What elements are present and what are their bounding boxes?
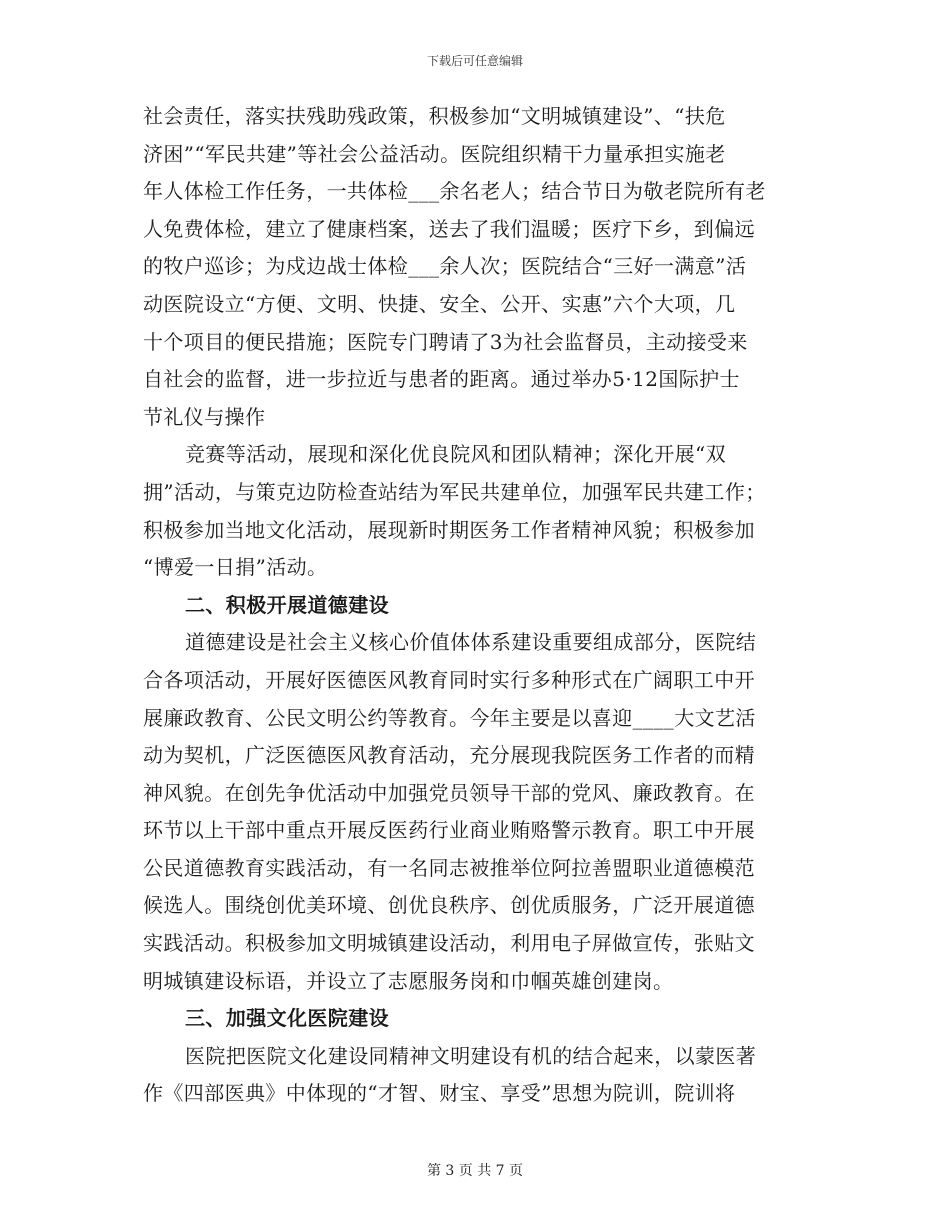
paragraph-first-line: 竞赛等活动，展现和深化优良院风和团队精神；深化开展“双 bbox=[185, 442, 727, 467]
body-line: 积极参加当地文化活动，展现新时期医务工作者精神风貌；积极参加 bbox=[143, 517, 755, 542]
body-line: 神风貌。在创先争优活动中加强党员领导干部的党风、廉政教育。在 bbox=[143, 780, 755, 805]
body-line: 济困”“军民共建”等社会公益活动。医院组织精干力量承担实施老 bbox=[143, 141, 726, 166]
body-line: 拥”活动，与策克边防检查站结为军民共建单位，加强军民共建工作； bbox=[143, 479, 766, 504]
body-line: 人免费体检，建立了健康档案，送去了我们温暖；医疗下乡，到偏远 bbox=[143, 216, 755, 241]
body-line: 节礼仪与操作 bbox=[143, 404, 266, 429]
body-line: 实践活动。积极参加文明城镇建设活动，利用电子屏做宣传，张贴文 bbox=[143, 931, 755, 956]
paragraph-first-line: 医院把医院文化建设同精神文明建设有机的结合起来，以蒙医著 bbox=[185, 1043, 757, 1068]
body-line: 自社会的监督，进一步拉近与患者的距离。通过举办5·12国际护士 bbox=[143, 367, 740, 392]
page-number: 第 3 页 共 7 页 bbox=[426, 1163, 524, 1179]
body-line: 十个项目的便民措施；医院专门聘请了3为社会监督员，主动接受来 bbox=[143, 329, 748, 354]
body-line: 展廉政教育、公民文明公约等教育。今年主要是以喜迎____大文艺活 bbox=[143, 705, 756, 730]
section-heading: 三、加强文化医院建设 bbox=[185, 1006, 389, 1031]
body-line: 作《四部医典》中体现的“才智、财宝、享受”思想为院训，院训将 bbox=[143, 1081, 736, 1106]
body-line: 明城镇建设标语，并设立了志愿服务岗和巾帼英雄创建岗。 bbox=[143, 968, 674, 993]
body-line: “博爱一日捐”活动。 bbox=[143, 555, 328, 580]
section-heading: 二、积极开展道德建设 bbox=[185, 592, 389, 617]
body-line: 社会责任，落实扶残助残政策，积极参加“文明城镇建设”、“扶危 bbox=[143, 104, 726, 128]
body-line: 的牧户巡诊；为戍边战士体检___余人次；医院结合“三好一满意”活 bbox=[143, 254, 747, 279]
body-line: 公民道德教育实践活动，有一名同志被推举位阿拉善盟职业道德模范 bbox=[143, 855, 755, 880]
body-line: 动为契机，广泛医德医风教育活动，充分展现我院医务工作者的而精 bbox=[143, 743, 755, 768]
paragraph-first-line: 道德建设是社会主义核心价值体体系建设重要组成部分，医院结 bbox=[185, 630, 757, 655]
body-line: 候选人。围绕创优美环境、创优良秩序、创优质服务，广泛开展道德 bbox=[143, 893, 755, 918]
body-line: 动医院设立“方便、文明、快捷、安全、公开、实惠”六个大项，几 bbox=[143, 291, 736, 316]
body-line: 环节以上干部中重点开展反医药行业商业贿赂警示教育。职工中开展 bbox=[143, 818, 755, 843]
body-line: 年人体检工作任务，一共体检___余名老人；结合节日为敬老院所有老 bbox=[143, 179, 766, 204]
document-body bbox=[143, 98, 823, 1113]
page-header: 下载后可任意编辑 bbox=[426, 54, 523, 68]
body-line: 合各项活动，开展好医德医风教育同时实行多种形式在广阔职工中开 bbox=[143, 667, 755, 692]
